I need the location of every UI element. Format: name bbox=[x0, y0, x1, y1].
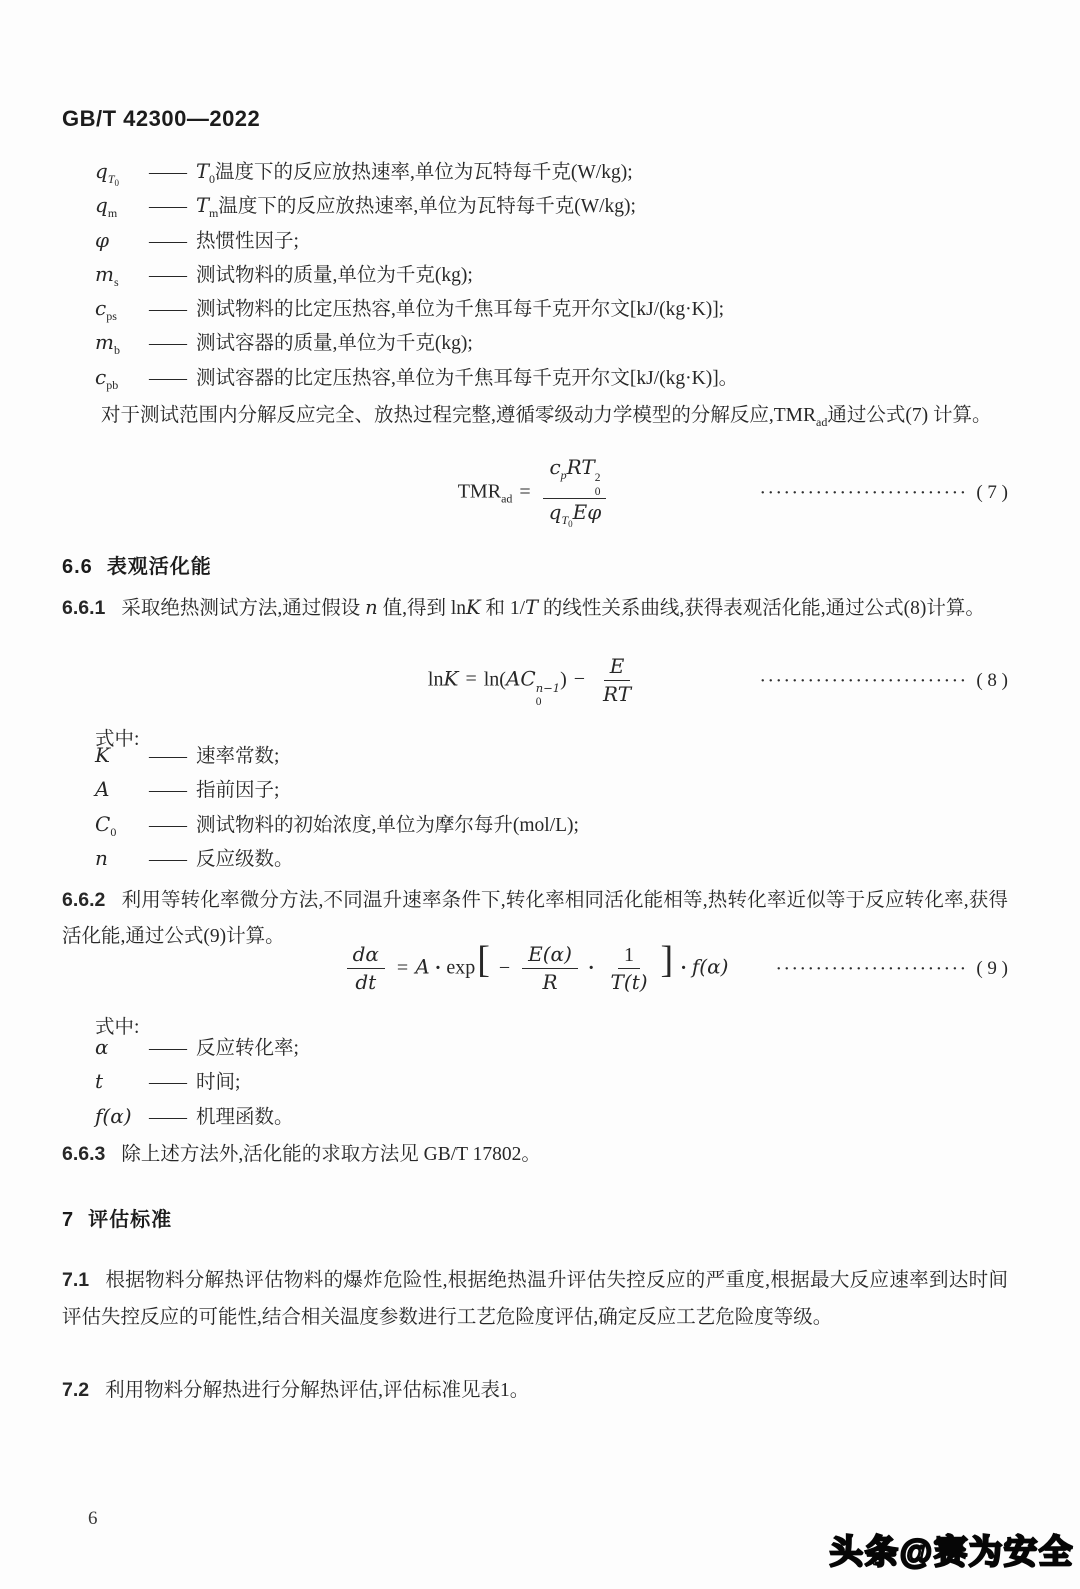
symbol bbox=[95, 296, 149, 324]
symbol-main: α bbox=[95, 1035, 109, 1059]
clause-6-6-3 bbox=[62, 1136, 1008, 1173]
q-subsub: 0 bbox=[568, 519, 573, 530]
clause-text: 值,得到 ln bbox=[377, 598, 466, 619]
close-bracket: ] bbox=[660, 938, 674, 981]
formula-8-body bbox=[428, 654, 642, 709]
desc-body: 测试容器的比定压热容,单位为千焦耳每千克开尔文[kJ/(kg·K)]。 bbox=[196, 367, 739, 389]
fraction-denominator bbox=[605, 969, 654, 996]
definition-text bbox=[196, 190, 1010, 221]
formula-7 bbox=[62, 454, 1008, 532]
desc-body: 指前因子; bbox=[196, 780, 280, 802]
definition-text bbox=[196, 327, 1010, 355]
var-a: A bbox=[505, 666, 521, 691]
definition-dash: —— bbox=[149, 333, 186, 355]
q-sub-main: T bbox=[561, 513, 569, 528]
symbol-main: n bbox=[95, 845, 108, 870]
definition-text bbox=[196, 809, 1010, 837]
dot-leader: ························ bbox=[776, 960, 969, 977]
symbol bbox=[95, 812, 149, 840]
symbol bbox=[95, 365, 149, 393]
definition-row bbox=[95, 1101, 1010, 1135]
fraction-numerator bbox=[618, 943, 640, 969]
clause-text: 采取绝热测试方法,通过假设 bbox=[121, 598, 366, 619]
fraction bbox=[543, 455, 608, 531]
definition-dash: —— bbox=[149, 1038, 186, 1059]
symbol-main: c bbox=[95, 364, 107, 389]
dot-leader: ·························· bbox=[760, 672, 969, 689]
clause-number: 7.2 bbox=[62, 1379, 90, 1401]
desc-body: 热惯性因子; bbox=[196, 230, 299, 252]
clause-number: 7.1 bbox=[62, 1269, 90, 1291]
symbol bbox=[95, 1104, 149, 1129]
desc-body: 机理函数。 bbox=[196, 1106, 294, 1128]
section-6-6-heading bbox=[62, 550, 212, 579]
symbol-subsub: 0 bbox=[114, 178, 119, 188]
definition-dash: —— bbox=[149, 1106, 186, 1128]
e-alpha: E(α) bbox=[528, 942, 572, 966]
fraction-numerator bbox=[543, 455, 606, 499]
ln-operator: ln( bbox=[483, 668, 506, 691]
var-rt: RT bbox=[566, 455, 595, 480]
exp-operator: exp bbox=[446, 956, 476, 979]
symbol bbox=[95, 262, 149, 290]
definition-text bbox=[196, 774, 1010, 802]
var-q: q bbox=[548, 500, 562, 525]
paragraph-text: 通过公式(7) 计算。 bbox=[827, 405, 992, 426]
definition-text bbox=[196, 740, 1010, 768]
clause-text: 根据物料分解热评估物料的爆炸危险性,根据绝热温升评估失控反应的严重度,根据最大反应速率到达时间评估失控反应的可能性,结合相关温度参数进行工艺危险度评估,确定反应工艺危险度等级。 bbox=[62, 1270, 1008, 1328]
definition-dash: —— bbox=[149, 264, 186, 286]
clause-7-1 bbox=[62, 1262, 1008, 1336]
var-t: T bbox=[525, 596, 539, 619]
fraction-denominator bbox=[349, 969, 382, 996]
desc-symbol-sub: 0 bbox=[209, 172, 216, 186]
formula-lhs-sub: ad bbox=[501, 491, 513, 506]
fraction-numerator bbox=[347, 942, 385, 969]
symbol bbox=[95, 159, 149, 188]
symbol-sub: s bbox=[113, 274, 119, 289]
section-title: 表观活化能 bbox=[106, 556, 212, 578]
clause-text: 利用等转化率微分方法,不同温升速率条件下,转化率相同活化能相等,热转化率近似等于反应转化率,获得活化能,通过公式(9)计算。 bbox=[62, 890, 1008, 947]
definition-row bbox=[95, 740, 1010, 774]
d-alpha: dα bbox=[352, 942, 379, 966]
t-of-t: T(t) bbox=[610, 969, 648, 994]
desc-body: 测试物料的比定压热容,单位为千焦耳每千克开尔文[kJ/(kg·K)]; bbox=[196, 299, 725, 321]
t-sup: 2 bbox=[594, 472, 601, 485]
equals-sign: = bbox=[465, 668, 477, 691]
equation-tail bbox=[776, 958, 1008, 980]
clause-text: 利用物料分解热进行分解热评估,评估标准见表1。 bbox=[105, 1380, 530, 1401]
definition-dash: —— bbox=[149, 848, 186, 870]
clause-text: 的线性关系曲线,获得表观活化能,通过公式(8)计算。 bbox=[538, 598, 985, 619]
where-text: 式中: bbox=[95, 1017, 140, 1038]
fraction bbox=[597, 654, 637, 708]
definition-text bbox=[196, 1066, 1010, 1094]
clause-6-6-1 bbox=[62, 590, 1008, 627]
section-7-heading bbox=[62, 1203, 172, 1232]
desc-body: 测试容器的质量,单位为千克(kg); bbox=[196, 333, 473, 355]
symbol-main: K bbox=[95, 743, 110, 767]
symbol-main: q bbox=[95, 159, 108, 183]
q-sub bbox=[561, 513, 573, 530]
watermark: 头条@赛为安全 bbox=[829, 1533, 1074, 1570]
symbol-sub: b bbox=[113, 343, 120, 358]
var-e: E bbox=[609, 653, 625, 678]
symbol-main: C bbox=[95, 811, 111, 836]
symbol-main: t bbox=[95, 1069, 104, 1094]
var-r: R bbox=[542, 970, 558, 994]
desc-symbol: T bbox=[196, 160, 210, 183]
clause-number: 6.6.3 bbox=[62, 1143, 106, 1165]
tmr-symbol-sub: ad bbox=[816, 415, 828, 429]
definition-row bbox=[95, 327, 1010, 361]
definition-dash: —— bbox=[149, 162, 186, 183]
desc-symbol-sub: m bbox=[209, 206, 219, 221]
var-rt: RT bbox=[603, 681, 632, 706]
definition-dash: —— bbox=[149, 780, 186, 802]
symbol-sub: pb bbox=[106, 377, 119, 392]
doc-number: GB/T 42300—2022 bbox=[62, 106, 261, 131]
section-number: 6.6 bbox=[62, 556, 93, 578]
definition-row bbox=[95, 843, 1010, 877]
definition-row bbox=[95, 362, 1010, 396]
fraction-numerator bbox=[604, 654, 631, 681]
equation-number: ( 8 ) bbox=[976, 670, 1008, 691]
definition-dash: —— bbox=[149, 746, 186, 767]
equation-number: ( 9 ) bbox=[976, 958, 1008, 979]
symbol-main: f(α) bbox=[95, 1103, 132, 1128]
definition-dash: —— bbox=[149, 367, 186, 389]
desc-body: 反应转化率; bbox=[196, 1038, 299, 1059]
definition-row bbox=[95, 156, 1010, 190]
sup-sub-stack bbox=[536, 683, 560, 708]
clause-number: 6.6.2 bbox=[62, 889, 106, 911]
clause-text: 和 1/ bbox=[480, 598, 525, 619]
var-k: K bbox=[443, 666, 459, 691]
section-title: 评估标准 bbox=[88, 1209, 173, 1231]
equation-number: ( 7 ) bbox=[976, 482, 1008, 503]
symbol-sub: 0 bbox=[110, 824, 117, 839]
var-n: n bbox=[365, 596, 378, 619]
sup-sub-stack bbox=[595, 473, 601, 498]
var-c-sub: p bbox=[560, 468, 567, 483]
fraction-denominator bbox=[536, 969, 563, 996]
d-t: dt bbox=[355, 970, 377, 994]
desc-body: 温度下的反应放热速率,单位为瓦特每千克(W/kg); bbox=[215, 162, 633, 183]
fraction-denominator bbox=[543, 499, 608, 531]
definition-text bbox=[196, 843, 1010, 871]
symbol-main: φ bbox=[95, 227, 110, 252]
fraction-numerator bbox=[522, 942, 578, 969]
symbol-main: m bbox=[95, 330, 114, 355]
definition-text bbox=[196, 362, 1010, 390]
c-sub: 0 bbox=[535, 695, 542, 708]
symbol bbox=[95, 743, 149, 768]
minus-sign: − bbox=[498, 956, 511, 979]
definition-dash: —— bbox=[149, 299, 186, 321]
desc-body: 测试物料的质量,单位为千克(kg); bbox=[196, 264, 473, 286]
section-number: 7 bbox=[62, 1209, 75, 1231]
ln-operator: ln bbox=[427, 668, 444, 691]
equals-sign: = bbox=[396, 956, 409, 979]
var-k: K bbox=[466, 596, 481, 619]
fraction bbox=[522, 942, 578, 996]
multiplication-dot: · bbox=[434, 956, 442, 979]
definition-text bbox=[196, 1101, 1010, 1129]
var-a: A bbox=[415, 954, 430, 979]
definition-row bbox=[95, 809, 1010, 843]
paragraph-tmr bbox=[62, 398, 1008, 440]
var-c0: C bbox=[520, 666, 536, 691]
formula-7-body bbox=[458, 455, 613, 531]
fraction-denominator bbox=[597, 681, 637, 708]
symbol bbox=[95, 777, 149, 802]
desc-body: 速率常数; bbox=[196, 746, 280, 767]
t-sub: 0 bbox=[594, 485, 601, 498]
clause-7-2 bbox=[62, 1372, 1008, 1409]
multiplication-dot: · bbox=[587, 956, 595, 979]
equals-sign: = bbox=[519, 480, 531, 503]
desc-body: 时间; bbox=[196, 1072, 241, 1094]
formula-lhs: TMR bbox=[457, 480, 502, 503]
close-paren: ) bbox=[560, 668, 567, 691]
clause-text: 除上述方法外,活化能的求取方法见 GB/T 17802。 bbox=[121, 1144, 541, 1165]
definition-text bbox=[196, 156, 1010, 187]
definition-row bbox=[95, 225, 1010, 259]
symbol-sub: ps bbox=[106, 309, 117, 324]
c-sup: n−1 bbox=[535, 681, 561, 696]
symbol-definition-list-8 bbox=[95, 740, 1010, 877]
symbol bbox=[95, 846, 149, 871]
dot-leader: ·························· bbox=[760, 484, 969, 501]
desc-body: 反应级数。 bbox=[196, 848, 294, 870]
open-bracket: [ bbox=[477, 938, 490, 981]
page-number: 6 bbox=[88, 1508, 98, 1529]
formula-8 bbox=[62, 646, 1008, 716]
definition-text bbox=[196, 1032, 1010, 1060]
paragraph-text: 对于测试范围内分解反应完全、放热过程完整,遵循零级动力学模型的分解反应, bbox=[101, 405, 774, 426]
desc-body: 温度下的反应放热速率,单位为瓦特每千克(W/kg); bbox=[218, 196, 636, 218]
symbol-main: q bbox=[95, 193, 108, 218]
definition-row bbox=[95, 190, 1010, 224]
fraction bbox=[347, 942, 385, 996]
symbol-definition-list-9 bbox=[95, 1032, 1010, 1135]
definition-row bbox=[95, 774, 1010, 808]
symbol-sub-main: T bbox=[107, 172, 115, 186]
where-text: 式中: bbox=[95, 729, 140, 750]
desc-symbol: T bbox=[196, 194, 210, 218]
desc-body: 测试物料的初始浓度,单位为摩尔每升(mol/L); bbox=[196, 814, 579, 836]
definition-row bbox=[95, 259, 1010, 293]
equation-tail bbox=[760, 670, 1008, 692]
symbol-definition-list-top bbox=[95, 156, 1010, 396]
tmr-symbol: TMR bbox=[773, 405, 817, 426]
fraction bbox=[605, 943, 654, 996]
symbol bbox=[95, 228, 149, 253]
definition-dash: —— bbox=[149, 230, 186, 252]
definition-text bbox=[196, 225, 1010, 253]
clause-number: 6.6.1 bbox=[62, 597, 106, 619]
symbol-sub: m bbox=[107, 206, 118, 221]
equation-tail bbox=[760, 482, 1008, 504]
definition-row bbox=[95, 1066, 1010, 1100]
var-c: c bbox=[549, 455, 561, 480]
definition-dash: —— bbox=[149, 1072, 186, 1094]
var-e-phi: Eφ bbox=[572, 500, 602, 525]
definition-row bbox=[95, 293, 1010, 327]
formula-9-body bbox=[342, 938, 729, 996]
multiplication-dot: · bbox=[680, 956, 687, 979]
symbol bbox=[95, 1035, 149, 1060]
minus-sign: − bbox=[573, 668, 586, 691]
symbol bbox=[95, 330, 149, 358]
symbol-sub bbox=[108, 172, 119, 186]
symbol-main: A bbox=[95, 777, 110, 802]
definition-text bbox=[196, 259, 1010, 287]
definition-dash: —— bbox=[149, 196, 186, 218]
formula-9 bbox=[62, 936, 1008, 1002]
symbol bbox=[95, 193, 149, 221]
one: 1 bbox=[624, 943, 635, 966]
symbol-main: c bbox=[95, 296, 107, 321]
definition-row bbox=[95, 1032, 1010, 1066]
f-alpha: f(α) bbox=[691, 954, 729, 979]
definition-dash: —— bbox=[149, 814, 186, 836]
definition-text bbox=[196, 293, 1010, 321]
symbol-main: m bbox=[95, 261, 114, 286]
symbol bbox=[95, 1069, 149, 1094]
